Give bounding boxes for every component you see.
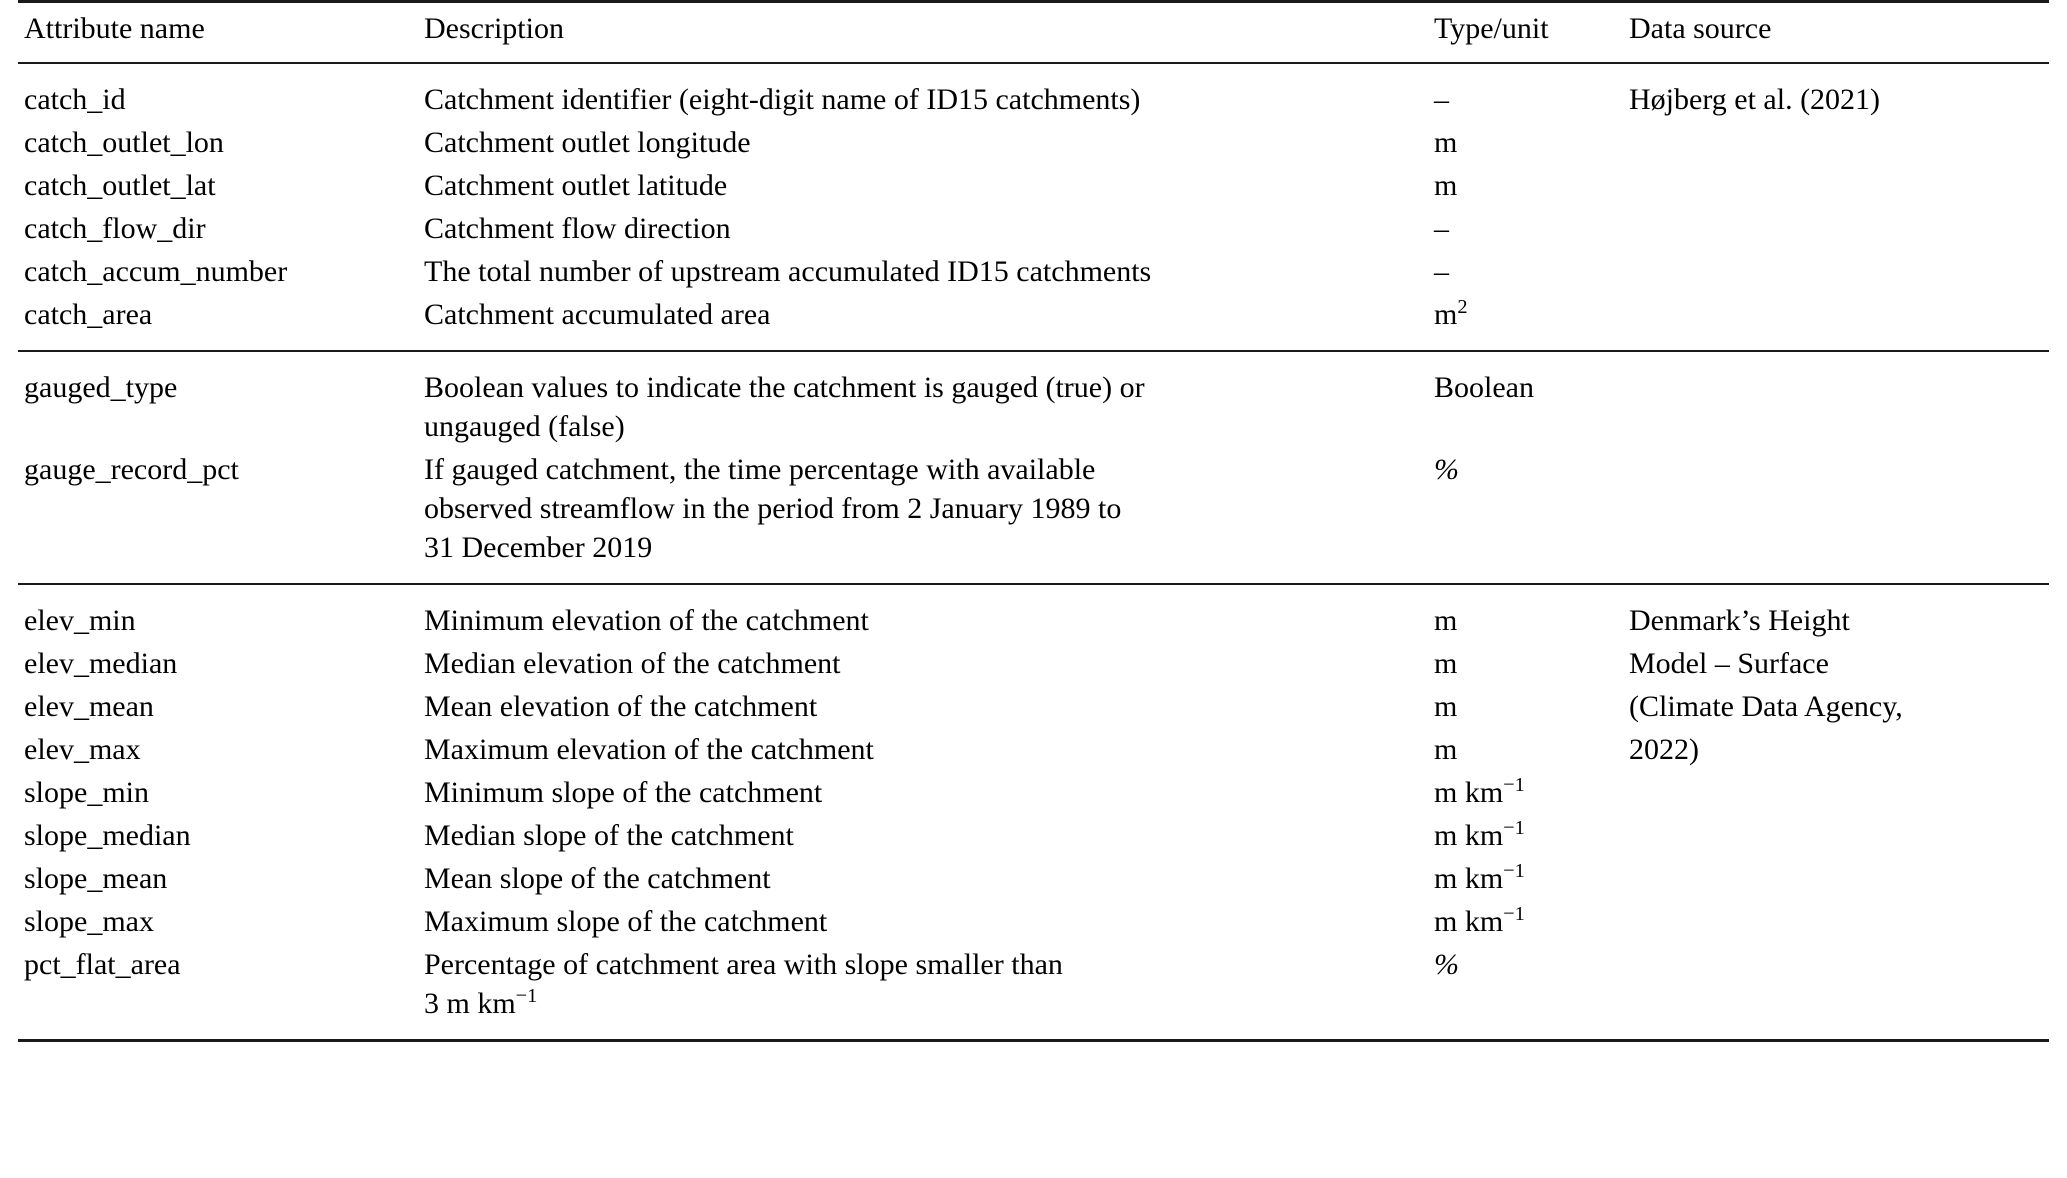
unit-base: m km: [1434, 905, 1504, 938]
attribute-description: Median elevation of the catchment: [424, 647, 841, 680]
table-row: [18, 207, 2049, 250]
attribute-name: slope_min: [24, 776, 149, 809]
attribute-description: Catchment outlet latitude: [424, 169, 728, 202]
attribute-description: [418, 943, 1428, 1039]
unit-exponent: −1: [1503, 903, 1525, 925]
attribute-source: Højberg et al. (2021): [1629, 83, 1881, 116]
attribute-source: Denmark’s Height: [1629, 604, 1850, 637]
table-row: [18, 857, 2049, 900]
table-row: [18, 771, 2049, 814]
table-body-group-catchment: [18, 63, 2049, 352]
table-header-row: [18, 2, 2049, 64]
table-body-group-terrain: [18, 585, 2049, 1039]
attribute-description: Catchment accumulated area: [424, 298, 771, 331]
attribute-description: [418, 448, 1428, 583]
attribute-name: pct_flat_area: [24, 948, 181, 981]
attribute-source: [1623, 352, 2049, 448]
attribute-unit: m: [1434, 126, 1458, 159]
attribute-name: catch_id: [24, 83, 126, 116]
table-row: [18, 448, 2049, 583]
attribute-name: gauge_record_pct: [24, 453, 239, 486]
attribute-name: catch_accum_number: [24, 255, 288, 288]
description-line: Boolean values to indicate the catchment is gauged (true) or: [424, 371, 1145, 404]
table-row: [18, 63, 2049, 121]
attribute-unit: [1428, 771, 1623, 814]
attribute-source: [1623, 207, 2049, 250]
description-line: ungauged (false): [424, 410, 625, 443]
column-header-description: Description: [424, 12, 564, 45]
unit-exponent: 2: [1457, 296, 1468, 318]
attribute-description: Minimum slope of the catchment: [424, 776, 823, 809]
attribute-unit: m: [1434, 169, 1458, 202]
attribute-unit: –: [1434, 212, 1449, 245]
attribute-source: [1623, 771, 2049, 814]
attribute-unit: [1428, 900, 1623, 943]
attribute-name: slope_mean: [24, 862, 168, 895]
attribute-name: elev_median: [24, 647, 178, 680]
attribute-name: catch_flow_dir: [24, 212, 206, 245]
attribute-name: gauged_type: [24, 371, 178, 404]
table-row: [18, 164, 2049, 207]
table-row: [18, 585, 2049, 642]
description-line: Percentage of catchment area with slope smaller than: [424, 948, 1063, 981]
table-header: [18, 2, 2049, 64]
unit-base: m km: [1434, 776, 1504, 809]
attributes-table: [18, 0, 2049, 1039]
attribute-unit: Boolean: [1434, 371, 1534, 404]
attribute-description: The total number of upstream accumulated ID15 catchments: [424, 255, 1152, 288]
description-value: 3 m km: [424, 987, 516, 1020]
attribute-description: Maximum slope of the catchment: [424, 905, 828, 938]
attribute-name: slope_max: [24, 905, 154, 938]
attribute-name: catch_area: [24, 298, 153, 331]
description-exponent: −1: [515, 985, 538, 1007]
attribute-source: (Climate Data Agency,: [1629, 690, 1903, 723]
attribute-name: catch_outlet_lat: [24, 169, 216, 202]
attribute-name: elev_min: [24, 604, 136, 637]
attribute-source: [1623, 121, 2049, 164]
attribute-source: 2022): [1629, 733, 1699, 766]
attribute-description: [418, 352, 1428, 448]
attribute-description: Minimum elevation of the catchment: [424, 604, 869, 637]
attribute-description: Catchment outlet longitude: [424, 126, 751, 159]
description-line: [424, 984, 1416, 1023]
table-row: [18, 900, 2049, 943]
attribute-unit: –: [1434, 83, 1449, 116]
table-row: [18, 728, 2049, 771]
attribute-name: slope_median: [24, 819, 191, 852]
attribute-unit: –: [1434, 255, 1449, 288]
column-header-data-source: Data source: [1629, 12, 1772, 45]
unit-exponent: −1: [1503, 774, 1525, 796]
table-row: [18, 943, 2049, 1039]
table-row: [18, 814, 2049, 857]
unit-base: m km: [1434, 819, 1504, 852]
attribute-unit: m: [1434, 604, 1458, 637]
attribute-unit: m: [1434, 647, 1458, 680]
table-row: [18, 250, 2049, 293]
attribute-name: elev_max: [24, 733, 141, 766]
table-row: [18, 685, 2049, 728]
attribute-source: [1623, 250, 2049, 293]
unit-exponent: −1: [1503, 817, 1525, 839]
attribute-unit: [1428, 293, 1623, 350]
table-row: [18, 121, 2049, 164]
attribute-source: [1623, 857, 2049, 900]
description-line: observed streamflow in the period from 2 January 1989 to: [424, 492, 1122, 525]
attribute-unit: [1428, 857, 1623, 900]
unit-base: m km: [1434, 862, 1504, 895]
column-header-attribute-name: Attribute name: [24, 12, 205, 45]
attribute-source: [1623, 293, 2049, 350]
attribute-source: [1623, 814, 2049, 857]
attribute-description: Catchment flow direction: [424, 212, 731, 245]
description-line: If gauged catchment, the time percentage with available: [424, 453, 1096, 486]
attribute-source: [1623, 943, 2049, 1039]
column-header-type-unit: Type/unit: [1434, 12, 1549, 45]
attribute-unit: %: [1434, 453, 1459, 486]
table-body-group-gauge: [18, 352, 2049, 585]
attribute-unit: m: [1434, 733, 1458, 766]
description-line: 31 December 2019: [424, 531, 653, 564]
table-bottom-rule: [18, 1039, 2049, 1042]
attribute-source: [1623, 448, 2049, 583]
table-row: [18, 352, 2049, 448]
attribute-description: Median slope of the catchment: [424, 819, 794, 852]
table-row: [18, 642, 2049, 685]
attribute-unit: [1428, 814, 1623, 857]
attribute-source: Model – Surface: [1629, 647, 1829, 680]
unit-base: m: [1434, 298, 1458, 331]
attribute-description: Mean slope of the catchment: [424, 862, 771, 895]
attribute-description: Catchment identifier (eight-digit name of ID15 catchments): [424, 83, 1141, 116]
table-row: [18, 293, 2049, 350]
attribute-description: Maximum elevation of the catchment: [424, 733, 874, 766]
attribute-name: elev_mean: [24, 690, 154, 723]
attribute-name: catch_outlet_lon: [24, 126, 224, 159]
attribute-source: [1623, 900, 2049, 943]
attribute-source: [1623, 164, 2049, 207]
attribute-unit: %: [1434, 948, 1459, 981]
attribute-unit: m: [1434, 690, 1458, 723]
unit-exponent: −1: [1503, 860, 1525, 882]
attribute-description: Mean elevation of the catchment: [424, 690, 818, 723]
